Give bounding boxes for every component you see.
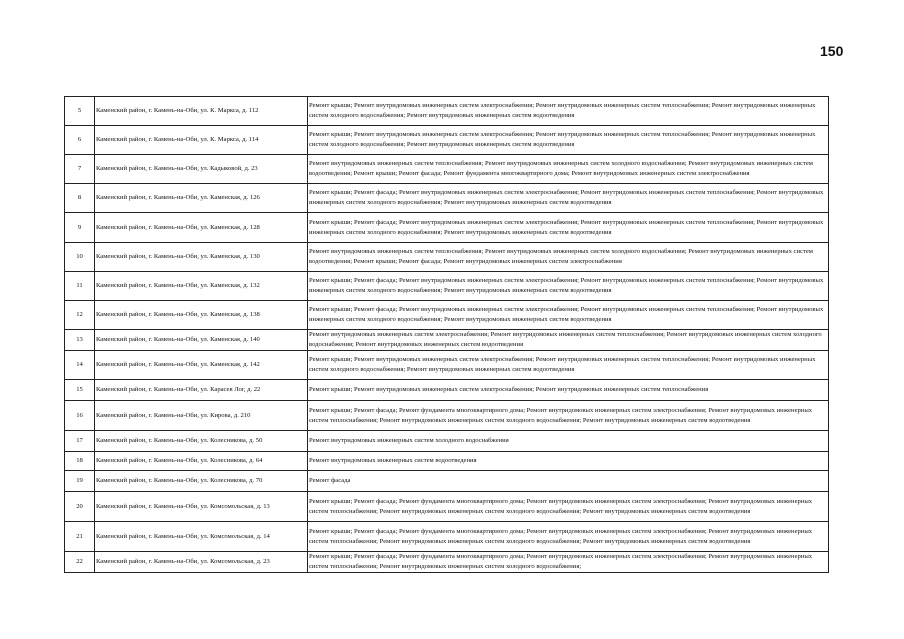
row-number: 19 bbox=[65, 471, 95, 492]
row-works: Ремонт крыши; Ремонт фасада; Ремонт внутридомовых инженерных систем электроснабжения; Ремонт внутридомовых инженерных систем теплоснабжения; Ремонт внутридомовых инженерных систем холодного водоснабжения; Ремонт внутридомовых инженерных систем водоотведения bbox=[308, 184, 829, 213]
table-row bbox=[65, 522, 829, 552]
row-address: Каменский район, г. Камень-на-Оби, ул. Каменская, д. 142 bbox=[95, 351, 308, 380]
row-address: Каменский район, г. Камень-на-Оби, ул. Комсомольская, д. 14 bbox=[95, 522, 308, 552]
repair-table bbox=[64, 96, 829, 573]
row-number: 15 bbox=[65, 380, 95, 401]
row-number: 6 bbox=[65, 126, 95, 155]
table-row bbox=[65, 351, 829, 380]
row-address: Каменский район, г. Камень-на-Оби, ул. Каменская, д. 132 bbox=[95, 272, 308, 301]
repair-table-body bbox=[65, 97, 829, 573]
table-row bbox=[65, 301, 829, 330]
row-address: Каменский район, г. Камень-на-Оби, ул. Каменская, д. 138 bbox=[95, 301, 308, 330]
row-works: Ремонт внутридомовых инженерных систем электроснабжения; Ремонт внутридомовых инженерных систем теплоснабжения; Ремонт внутридомовых инженерных систем холодного водоснабжения; Ремонт внутридомовых инженерных систем водоотведения bbox=[308, 330, 829, 351]
table-row bbox=[65, 213, 829, 243]
table-row bbox=[65, 492, 829, 522]
row-address: Каменский район, г. Камень-на-Оби, ул. Комсомольская, д. 13 bbox=[95, 492, 308, 522]
row-number: 21 bbox=[65, 522, 95, 552]
row-works: Ремонт внутридомовых инженерных систем теплоснабжения; Ремонт внутридомовых инженерных систем холодного водоснабжения; Ремонт внутридомовых инженерных систем водоотведения; Ремонт крыши; Ремонт фасада; Ремонт фундамента многоквартирного дома; Ремонт внутридомовых инженерных систем электроснабжения bbox=[308, 155, 829, 184]
row-number: 12 bbox=[65, 301, 95, 330]
table-row bbox=[65, 126, 829, 155]
row-address: Каменский район, г. Камень-на-Оби, ул. Комсомольская, д. 23 bbox=[95, 552, 308, 573]
page-number: 150 bbox=[820, 43, 844, 59]
row-address: Каменский район, г. Камень-на-Оби, ул. Кадыковой, д. 23 bbox=[95, 155, 308, 184]
row-works: Ремонт крыши; Ремонт внутридомовых инженерных систем электроснабжения; Ремонт внутридомовых инженерных систем теплоснабжения bbox=[308, 380, 829, 401]
row-number: 11 bbox=[65, 272, 95, 301]
row-address: Каменский район, г. Камень-на-Оби, ул. Каменская, д. 130 bbox=[95, 243, 308, 272]
row-works: Ремонт крыши; Ремонт внутридомовых инженерных систем электроснабжения; Ремонт внутридомовых инженерных систем теплоснабжения; Ремонт внутридомовых инженерных систем холодного водоснабжения; Ремонт внутридомовых инженерных систем водоотведения bbox=[308, 97, 829, 126]
row-number: 18 bbox=[65, 452, 95, 471]
row-address: Каменский район, г. Камень-на-Оби, ул. Кирова, д. 210 bbox=[95, 401, 308, 431]
table-row bbox=[65, 552, 829, 573]
row-address: Каменский район, г. Камень-на-Оби, ул. Каменская, д. 140 bbox=[95, 330, 308, 351]
row-address: Каменский район, г. Камень-на-Оби, ул. К. Маркса, д. 114 bbox=[95, 126, 308, 155]
table-row bbox=[65, 452, 829, 471]
row-works: Ремонт внутридомовых инженерных систем холодного водоснабжения bbox=[308, 431, 829, 452]
table-row bbox=[65, 272, 829, 301]
row-address: Каменский район, г. Камень-на-Оби, ул. К. Маркса, д. 112 bbox=[95, 97, 308, 126]
row-number: 13 bbox=[65, 330, 95, 351]
row-number: 16 bbox=[65, 401, 95, 431]
row-works: Ремонт крыши; Ремонт фасада; Ремонт внутридомовых инженерных систем электроснабжения; Ремонт внутридомовых инженерных систем теплоснабжения; Ремонт внутридомовых инженерных систем холодного водоснабжения; Ремонт внутридомовых инженерных систем водоотведения bbox=[308, 213, 829, 243]
row-number: 5 bbox=[65, 97, 95, 126]
row-works: Ремонт крыши; Ремонт фасада; Ремонт внутридомовых инженерных систем электроснабжения; Ремонт внутридомовых инженерных систем теплоснабжения; Ремонт внутридомовых инженерных систем холодного водоснабжения; Ремонт внутридомовых инженерных систем водоотведения bbox=[308, 301, 829, 330]
row-number: 22 bbox=[65, 552, 95, 573]
row-number: 20 bbox=[65, 492, 95, 522]
table-row bbox=[65, 380, 829, 401]
row-address: Каменский район, г. Камень-на-Оби, ул. Колесникова, д. 70 bbox=[95, 471, 308, 492]
row-number: 7 bbox=[65, 155, 95, 184]
row-works: Ремонт крыши; Ремонт внутридомовых инженерных систем электроснабжения; Ремонт внутридомовых инженерных систем теплоснабжения; Ремонт внутридомовых инженерных систем холодного водоснабжения; Ремонт внутридомовых инженерных систем водоотведения bbox=[308, 351, 829, 380]
row-address: Каменский район, г. Камень-на-Оби, ул. Колесникова, д. 50 bbox=[95, 431, 308, 452]
row-works: Ремонт фасада bbox=[308, 471, 829, 492]
table-row bbox=[65, 243, 829, 272]
row-number: 8 bbox=[65, 184, 95, 213]
row-works: Ремонт крыши; Ремонт внутридомовых инженерных систем электроснабжения; Ремонт внутридомовых инженерных систем теплоснабжения; Ремонт внутридомовых инженерных систем холодного водоснабжения; Ремонт внутридомовых инженерных систем водоотведения bbox=[308, 126, 829, 155]
table-row bbox=[65, 155, 829, 184]
row-number: 14 bbox=[65, 351, 95, 380]
row-number: 10 bbox=[65, 243, 95, 272]
row-address: Каменский район, г. Камень-на-Оби, ул. Карасев Лог, д. 22 bbox=[95, 380, 308, 401]
table-row bbox=[65, 330, 829, 351]
row-works: Ремонт крыши; Ремонт фасада; Ремонт фундамента многоквартирного дома; Ремонт внутридомовых инженерных систем электроснабжения; Ремонт внутридомовых инженерных систем теплоснабжения; Ремонт внутридомовых инженерных систем холодного водоснабжения; Ремонт внутридомовых инженерных систем водоотведения bbox=[308, 522, 829, 552]
table-row bbox=[65, 431, 829, 452]
table-row bbox=[65, 97, 829, 126]
row-works: Ремонт крыши; Ремонт фасада; Ремонт фундамента многоквартирного дома; Ремонт внутридомовых инженерных систем электроснабжения; Ремонт внутридомовых инженерных систем теплоснабжения; Ремонт внутридомовых инженерных систем холодного водоснабжения; Ремонт внутридомовых инженерных систем водоотведения bbox=[308, 401, 829, 431]
row-works: Ремонт внутридомовых инженерных систем водоотведения bbox=[308, 452, 829, 471]
table-row bbox=[65, 401, 829, 431]
row-number: 9 bbox=[65, 213, 95, 243]
row-address: Каменский район, г. Камень-на-Оби, ул. Каменская, д. 128 bbox=[95, 213, 308, 243]
table-row bbox=[65, 184, 829, 213]
row-works: Ремонт крыши; Ремонт фасада; Ремонт фундамента многоквартирного дома; Ремонт внутридомовых инженерных систем электроснабжения; Ремонт внутридомовых инженерных систем теплоснабжения; Ремонт внутридомовых инженерных систем холодного водоснабжения; Ремонт внутридомовых инженерных систем водоотведения bbox=[308, 492, 829, 522]
row-works: Ремонт крыши; Ремонт фасада; Ремонт фундамента многоквартирного дома; Ремонт внутридомовых инженерных систем электроснабжения; Ремонт внутридомовых инженерных систем теплоснабжения; Ремонт внутридомовых инженерных систем холодного водоснабжения; bbox=[308, 552, 829, 573]
row-number: 17 bbox=[65, 431, 95, 452]
row-address: Каменский район, г. Камень-на-Оби, ул. Каменская, д. 126 bbox=[95, 184, 308, 213]
row-address: Каменский район, г. Камень-на-Оби, ул. Колесникова, д. 64 bbox=[95, 452, 308, 471]
row-works: Ремонт крыши; Ремонт фасада; Ремонт внутридомовых инженерных систем электроснабжения; Ремонт внутридомовых инженерных систем теплоснабжения; Ремонт внутридомовых инженерных систем холодного водоснабжения; Ремонт внутридомовых инженерных систем водоотведения bbox=[308, 272, 829, 301]
row-works: Ремонт внутридомовых инженерных систем теплоснабжения; Ремонт внутридомовых инженерных систем холодного водоснабжения; Ремонт внутридомовых инженерных систем водоотведения; Ремонт крыши; Ремонт фасада; Ремонт внутридомовых инженерных систем электроснабжения bbox=[308, 243, 829, 272]
table-row bbox=[65, 471, 829, 492]
